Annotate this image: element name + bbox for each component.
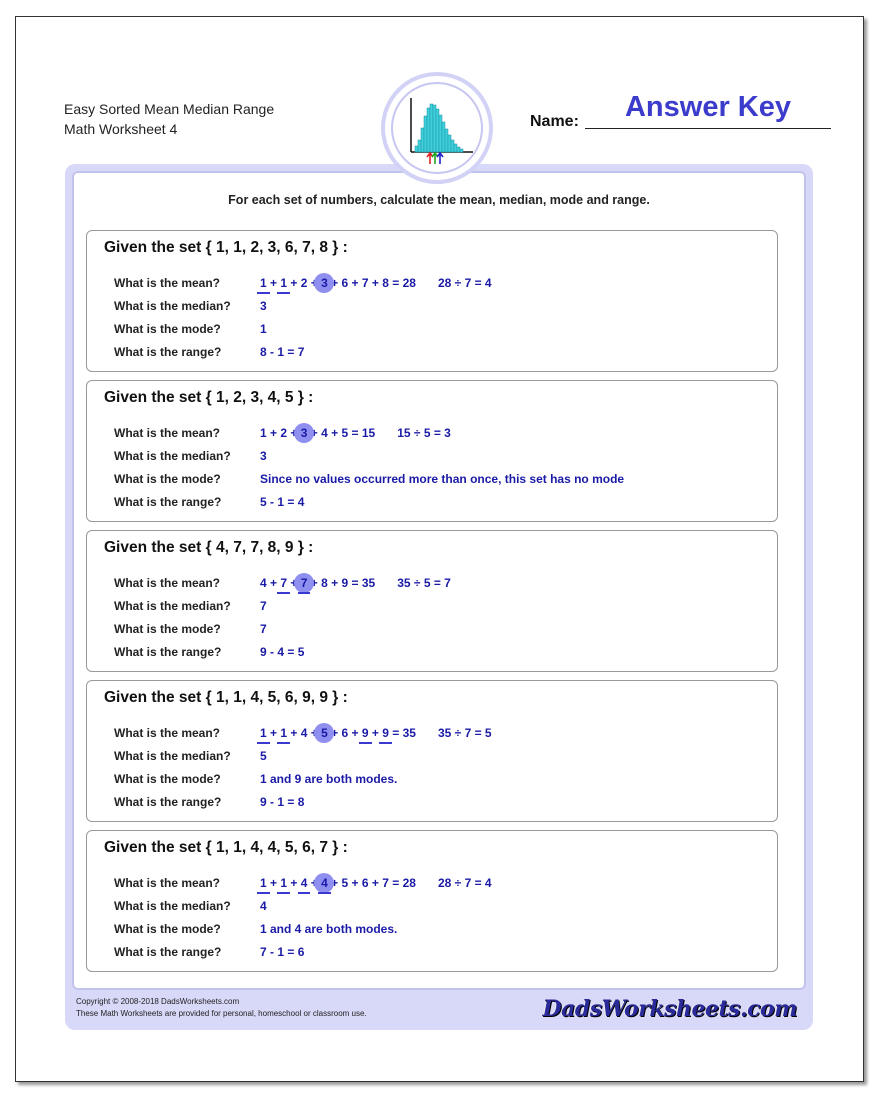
range-answer: 8 - 1 = 7: [260, 345, 305, 359]
mean-question: What is the mean?: [114, 576, 221, 590]
worksheet-frame: [65, 164, 813, 1030]
median-question: What is the median?: [114, 899, 231, 913]
mean-sum: 28: [402, 876, 416, 890]
mean-term: 7: [300, 576, 308, 590]
mean-row: [87, 273, 777, 293]
histogram-logo: [381, 72, 493, 184]
mode-question: What is the mode?: [114, 322, 221, 336]
copyright: Copyright © 2008-2018 DadsWorksheets.com: [76, 997, 240, 1006]
mode-row: [87, 619, 777, 639]
logo-inner-ring: [391, 82, 483, 174]
mode-question: What is the mode?: [114, 622, 221, 636]
mean-term: 4: [300, 876, 308, 890]
mean-division: 28 ÷ 7 = 4: [437, 276, 492, 290]
mode-answer: 1 and 9 are both modes.: [260, 772, 398, 786]
problem-card: [86, 680, 778, 822]
answer-key-text: Answer Key: [624, 91, 791, 123]
mode-answer: 1: [260, 322, 267, 336]
mean-answer: 1 + 1 + 4 + 5 + 6 + 9 + 9 = 35 35 ÷ 7 = 5: [260, 726, 492, 740]
problems-panel: [72, 171, 806, 990]
range-question: What is the range?: [114, 945, 222, 959]
mean-term: 3: [300, 426, 308, 440]
instructions: For each set of numbers, calculate the mean, median, mode and range.: [228, 193, 650, 207]
mean-division: 35 ÷ 5 = 7: [397, 576, 451, 590]
median-row: [87, 596, 777, 616]
mean-term: 6: [361, 876, 369, 890]
mean-term: 7: [361, 276, 369, 290]
worksheet-title: [64, 99, 274, 139]
mean-term: 9: [382, 726, 389, 740]
name-line: [585, 128, 831, 129]
mean-row: [87, 573, 777, 593]
mode-answer: 7: [260, 622, 267, 636]
mean-term: 5: [341, 876, 349, 890]
mean-question: What is the mean?: [114, 426, 221, 440]
mode-row: [87, 469, 777, 489]
problem-card: [86, 530, 778, 672]
mean-answer: 1 + 1 + 4 + 4 + 5 + 6 + 7 = 28 28 ÷ 7 = 4: [260, 876, 492, 890]
problem-heading: Given the set { 1, 1, 2, 3, 6, 7, 8 } :: [104, 239, 348, 256]
usage-notice: These Math Worksheets are provided for personal, homeschool or classroom use.: [76, 1009, 367, 1018]
mean-row: [87, 723, 777, 743]
mean-term: 4: [260, 576, 267, 590]
brand-logo: DadsWorksheets.com: [542, 996, 797, 1022]
mode-row: [87, 919, 777, 939]
problem-heading: Given the set { 1, 1, 4, 5, 6, 9, 9 } :: [104, 689, 348, 706]
mean-term: 6: [341, 276, 349, 290]
median-question: What is the median?: [114, 299, 231, 313]
mean-term: 1: [280, 876, 288, 890]
mean-term: 7: [280, 576, 288, 590]
range-question: What is the range?: [114, 645, 222, 659]
mode-answer: 1 and 4 are both modes.: [260, 922, 398, 936]
mean-question: What is the mean?: [114, 876, 221, 890]
mean-term: 4: [300, 726, 308, 740]
mean-term: 5: [341, 426, 349, 440]
mean-question: What is the mean?: [114, 726, 221, 740]
range-question: What is the range?: [114, 495, 222, 509]
mean-term: 5: [321, 726, 328, 740]
mean-answer: 1 + 1 + 2 + 3 + 6 + 7 + 8 = 28 28 ÷ 7 = 4: [260, 276, 492, 290]
mean-term: 4: [321, 426, 328, 440]
mean-sum: 35: [361, 576, 376, 590]
mean-division: 28 ÷ 7 = 4: [437, 876, 492, 890]
median-question: What is the median?: [114, 599, 231, 613]
mean-term: 9: [341, 576, 349, 590]
range-row: [87, 792, 777, 812]
mean-term: 1: [280, 726, 288, 740]
median-row: [87, 746, 777, 766]
mean-sum: 28: [402, 276, 416, 290]
mean-division: 15 ÷ 5 = 3: [397, 426, 451, 440]
name-label: Name:: [530, 113, 579, 130]
histogram-icon: [393, 84, 481, 172]
problem-heading: Given the set { 1, 1, 4, 4, 5, 6, 7 } :: [104, 839, 348, 856]
median-answer: 7: [260, 599, 267, 613]
median-answer: 3: [260, 449, 267, 463]
mean-term: 1: [280, 276, 288, 290]
problem-card: [86, 830, 778, 972]
range-answer: 9 - 4 = 5: [260, 645, 305, 659]
mean-term: 3: [321, 276, 328, 290]
mean-term: 2: [300, 276, 308, 290]
mean-division: 35 ÷ 7 = 5: [437, 726, 492, 740]
mean-sum: 15: [361, 426, 376, 440]
mean-row: [87, 873, 777, 893]
mean-sum: 35: [402, 726, 416, 740]
mean-answer: 1 + 2 + 3 + 4 + 5 = 15 15 ÷ 5 = 3: [260, 426, 451, 440]
problem-heading: Given the set { 1, 2, 3, 4, 5 } :: [104, 389, 314, 406]
range-answer: 7 - 1 = 6: [260, 945, 305, 959]
mean-question: What is the mean?: [114, 276, 221, 290]
median-row: [87, 896, 777, 916]
mean-term: 1: [260, 426, 267, 440]
range-row: [87, 342, 777, 362]
range-answer: 9 - 1 = 8: [260, 795, 305, 809]
footer-text: [76, 996, 367, 1020]
mode-answer: Since no values occurred more than once, this set has no mode: [260, 472, 625, 486]
median-row: [87, 296, 777, 316]
mode-question: What is the mode?: [114, 922, 221, 936]
mean-term: 1: [260, 276, 267, 290]
range-row: [87, 942, 777, 962]
mode-row: [87, 319, 777, 339]
median-question: What is the median?: [114, 449, 231, 463]
mean-term: 9: [361, 726, 369, 740]
mean-term: 8: [382, 276, 389, 290]
title-line-2: Math Worksheet 4: [64, 121, 178, 137]
median-answer: 5: [260, 749, 267, 763]
mean-term: 7: [382, 876, 389, 890]
mode-question: What is the mode?: [114, 772, 221, 786]
median-row: [87, 446, 777, 466]
mean-term: 4: [321, 876, 328, 890]
mean-term: 1: [260, 876, 267, 890]
mean-answer: 4 + 7 + 7 + 8 + 9 = 35 35 ÷ 5 = 7: [260, 576, 451, 590]
range-question: What is the range?: [114, 795, 222, 809]
median-answer: 4: [260, 899, 267, 913]
range-row: [87, 642, 777, 662]
mean-row: [87, 423, 777, 443]
mode-question: What is the mode?: [114, 472, 221, 486]
mean-term: 6: [341, 726, 349, 740]
mean-term: 8: [321, 576, 328, 590]
mode-row: [87, 769, 777, 789]
range-answer: 5 - 1 = 4: [260, 495, 305, 509]
worksheet-page: [15, 16, 864, 1082]
median-question: What is the median?: [114, 749, 231, 763]
median-answer: 3: [260, 299, 267, 313]
title-line-1: Easy Sorted Mean Median Range: [64, 101, 275, 117]
mean-term: 2: [280, 426, 288, 440]
range-row: [87, 492, 777, 512]
mean-term: 1: [260, 726, 267, 740]
problem-card: [86, 230, 778, 372]
problem-heading: Given the set { 4, 7, 7, 8, 9 } :: [104, 539, 314, 556]
range-question: What is the range?: [114, 345, 222, 359]
problem-card: [86, 380, 778, 522]
